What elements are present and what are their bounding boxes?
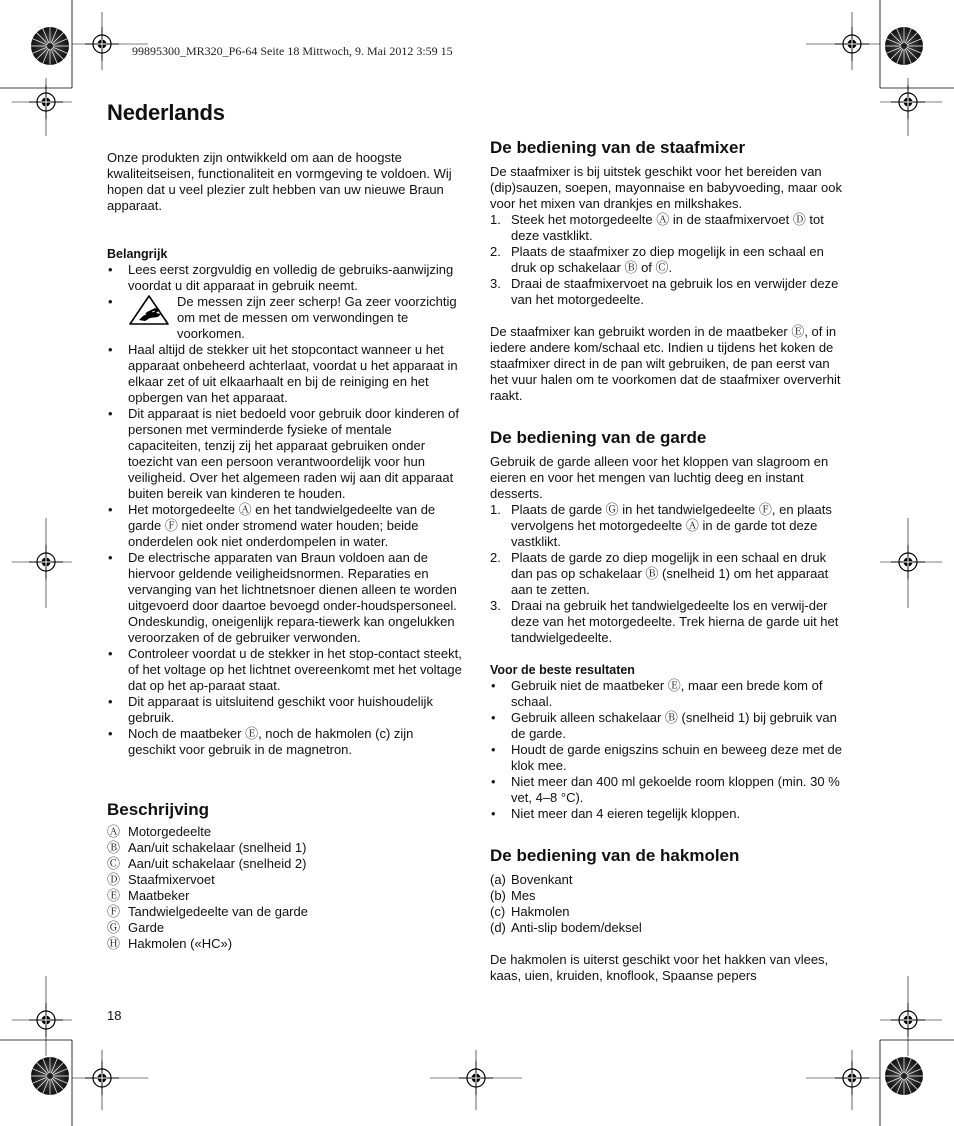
description-heading: Beschrijving (107, 800, 210, 819)
list-item: • De electrische apparaten van Braun voldoen aan de hiervoor geldende veiligheidsnormen. Reparaties en vervanging van het lichtnetsnoer dienen alleen te worden uitgevoerd door daartoe bevoegd onder-houdspersoneel. Ondeskundig, oneigenlijk repara-tiewerk kan ongelukken veroorzaken of de gebruiker verwonden. (107, 550, 464, 646)
whisk-steps (490, 502, 848, 646)
list-item (490, 212, 848, 244)
list-item (107, 294, 464, 342)
list-item: • Dit apparaat is uitsluitend geschikt voor huishoudelijk gebruik. (107, 694, 464, 726)
list-item (490, 920, 848, 936)
chopper-text: De hakmolen is uiterst geschikt voor het hakken van vlees, kaas, uien, kruiden, knoflook, Spaanse pepers (490, 952, 829, 983)
list-item (107, 936, 464, 952)
part-key: (b) (490, 888, 506, 903)
list-item (490, 502, 848, 550)
part-label: Aan/uit schakelaar (snelheid 1) (128, 840, 307, 855)
list-item-text: • De messen zijn zeer scherp! Ga zeer voorzichtig om met de messen om verwondingen te voorkomen. (177, 294, 457, 341)
step-number: 2. (490, 550, 501, 565)
step-text: Steek het motorgedeelte Ⓐ in de staafmixervoet Ⓓ tot deze vastklikt. (511, 212, 824, 243)
best-results-heading: Voor de beste resultaten (490, 663, 635, 677)
part-label: Staafmixervoet (128, 872, 215, 887)
mixer-note: De staafmixer kan gebruikt worden in de maatbeker Ⓔ, of in iedere andere kom/schaal etc. Indien u tijdens het koken de staafmixer direct in de pan wilt gebruiken, de pan eerst van het vuur halen om te voorkomen dat de staafmixer oververhit raakt. (490, 324, 841, 403)
part-key: Ⓔ (107, 888, 121, 903)
list-item (107, 920, 464, 936)
list-item: • Lees eerst zorgvuldig en volledig de gebruiks-aanwijzing voordat u dit apparaat in gebruik neemt. (107, 262, 464, 294)
hand-blade-warning-icon (128, 294, 176, 326)
part-label: Hakmolen («HC») (128, 936, 233, 951)
step-text: Draai de staafmixervoet na gebruik los en verwijder deze van het motorgedeelte. (511, 276, 839, 307)
step-text: Plaats de garde Ⓖ in het tandwielgedeelte Ⓕ, en plaats vervolgens het motorgedeelte Ⓐ in de garde tot deze vastklikt. (511, 502, 832, 549)
important-heading: Belangrijk (107, 247, 168, 261)
part-label: Maatbeker (128, 888, 190, 903)
intro-paragraph: Onze produkten zijn ontwikkeld om aan de hoogste kwaliteitseisen, functionaliteit en vormgeving te voldoen. Wij hopen dat u veel plezier zult hebben van uw nieuwe Braun apparaat. (107, 150, 452, 213)
whisk-intro: Gebruik de garde alleen voor het kloppen van slagroom en eieren en voor het mengen van luchtig deeg en instant desserts. (490, 454, 829, 501)
step-text: Draai na gebruik het tandwielgedeelte los en verwij-der deze van het motorgedeelte. Trek hierna de garde uit het tandwielgedeelte. (511, 598, 839, 645)
list-item: • Gebruik alleen schakelaar Ⓑ (snelheid 1) bij gebruik van de garde. (490, 710, 848, 742)
whisk-heading: De bediening van de garde (490, 428, 707, 447)
part-key: Ⓗ (107, 936, 121, 951)
list-item (490, 872, 848, 888)
part-label: Aan/uit schakelaar (snelheid 2) (128, 856, 307, 871)
part-key: Ⓑ (107, 840, 121, 855)
part-label: Mes (511, 888, 536, 903)
important-list (107, 262, 464, 758)
chopper-parts-list (490, 872, 848, 936)
list-item (107, 856, 464, 872)
step-number: 3. (490, 276, 501, 291)
list-item: • Noch de maatbeker Ⓔ, noch de hakmolen (c) zijn geschikt voor gebruik in de magnetron. (107, 726, 464, 758)
print-header: 99895300_MR320_P6-64 Seite 18 Mittwoch, 9. Mai 2012 3:59 15 (132, 44, 453, 58)
list-item (490, 598, 848, 646)
page-title: Nederlands (107, 100, 225, 125)
part-key: (c) (490, 904, 506, 919)
step-text: Plaats de staafmixer zo diep mogelijk in een schaal en druk op schakelaar Ⓑ of Ⓒ. (511, 244, 824, 275)
list-item: • Haal altijd de stekker uit het stopcontact wanneer u het apparaat onbeheerd achterlaat, voordat u het apparaat in elkaar zet of uit elkaarhaalt en bij de reiniging en het opbergen van het apparaat. (107, 342, 464, 406)
part-key: Ⓓ (107, 872, 121, 887)
part-key: Ⓒ (107, 856, 121, 871)
list-item: • Het motorgedeelte Ⓐ en het tandwielgedeelte van de garde Ⓕ niet onder stromend water houden; beide onderdelen ook niet onderdompelen in water. (107, 502, 464, 550)
list-item (490, 244, 848, 276)
list-item (107, 872, 464, 888)
list-item (107, 888, 464, 904)
list-item (490, 276, 848, 308)
best-results-list (490, 678, 848, 822)
part-key: Ⓐ (107, 824, 121, 839)
part-key: Ⓕ (107, 904, 121, 919)
mixer-heading: De bediening van de staafmixer (490, 138, 746, 157)
mixer-steps (490, 212, 848, 308)
list-item (490, 888, 848, 904)
step-number: 1. (490, 502, 501, 517)
part-key: Ⓖ (107, 920, 121, 935)
right-column (490, 138, 848, 984)
step-number: 1. (490, 212, 501, 227)
step-text: Plaats de garde zo diep mogelijk in een schaal en druk dan pas op schakelaar Ⓑ (snelheid 1) om het apparaat aan te zetten. (511, 550, 829, 597)
chopper-heading: De bediening van de hakmolen (490, 846, 740, 865)
part-key: (a) (490, 872, 506, 887)
step-number: 3. (490, 598, 501, 613)
part-label: Bovenkant (511, 872, 573, 887)
page-number: 18 (107, 1008, 122, 1023)
list-item (107, 840, 464, 856)
list-item: • Houdt de garde enigszins schuin en beweeg deze met de klok mee. (490, 742, 848, 774)
list-item (490, 904, 848, 920)
list-item: • Gebruik niet de maatbeker Ⓔ, maar een brede kom of schaal. (490, 678, 848, 710)
list-item (107, 904, 464, 920)
part-label: Tandwielgedeelte van de garde (128, 904, 308, 919)
left-column (107, 100, 464, 952)
list-item: • Controleer voordat u de stekker in het stop-contact steekt, of het voltage op het lichtnet overeenkomt met het voltage dat op het ap-paraat staat. (107, 646, 464, 694)
list-item: • Niet meer dan 400 ml gekoelde room kloppen (min. 30 % vet, 4–8 °C). (490, 774, 848, 806)
step-number: 2. (490, 244, 501, 259)
part-key: (d) (490, 920, 506, 935)
list-item: • Dit apparaat is niet bedoeld voor gebruik door kinderen of personen met verminderde fysieke of mentale capaciteiten, tenzij zij het apparaat gebruiken onder toezicht van een persoon verantwoordelijk voor hun veiligheid. Over het algemeen raden wij aan dit apparaat buiten bereik van kinderen te houden. (107, 406, 464, 502)
parts-list (107, 824, 464, 952)
part-label: Hakmolen (511, 904, 570, 919)
part-label: Anti-slip bodem/deksel (511, 920, 642, 935)
part-label: Motorgedeelte (128, 824, 212, 839)
list-item (107, 824, 464, 840)
list-item: • Niet meer dan 4 eieren tegelijk kloppen. (490, 806, 848, 822)
part-label: Garde (128, 920, 165, 935)
mixer-intro: De staafmixer is bij uitstek geschikt voor het bereiden van (dip)sauzen, soepen, mayonnaise en babyvoeding, maar ook voor het mixen van drankjes en milkshakes. (490, 164, 842, 211)
list-item (490, 550, 848, 598)
